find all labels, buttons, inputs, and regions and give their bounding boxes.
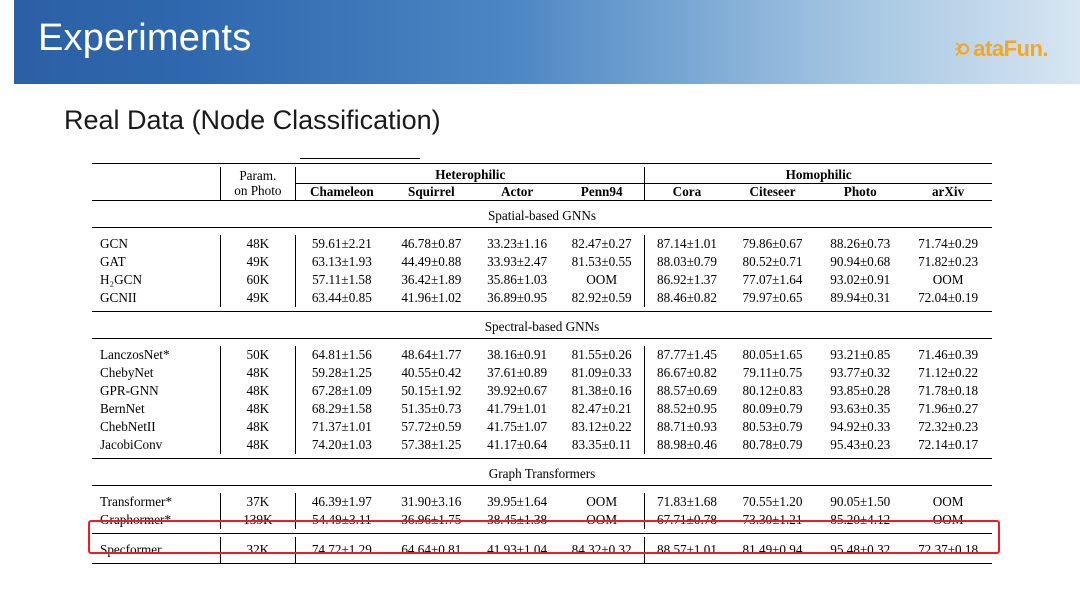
row-value: 81.49±0.94 <box>742 541 803 557</box>
row-param-count: 48K <box>220 382 296 400</box>
row-value: 90.94±0.68 <box>830 254 891 269</box>
column-header-squirrel: Squirrel <box>387 184 475 201</box>
group-header-homophilic: Homophilic <box>645 167 992 184</box>
table-row <box>92 400 992 418</box>
table-row <box>92 436 992 454</box>
row-value: 93.85±0.28 <box>830 383 891 398</box>
row-value: 72.37±0.18 <box>918 541 979 557</box>
row-value: 36.96±1.75 <box>401 512 462 527</box>
table-row <box>92 253 992 271</box>
row-value: 41.96±1.02 <box>401 290 462 305</box>
row-value: 77.07±1.64 <box>742 272 803 287</box>
row-value: 64.81±1.56 <box>296 346 388 364</box>
row-value: 72.32±0.23 <box>918 419 979 434</box>
row-value: 84.32±0.32 <box>571 541 632 557</box>
row-value: 63.44±0.85 <box>296 289 388 307</box>
row-value: 80.53±0.79 <box>742 419 803 434</box>
row-model-name: ChebNetII <box>100 419 156 434</box>
row-value: 88.57±1.01 <box>645 537 729 563</box>
datafun-logo <box>955 36 1048 62</box>
param-header-line2: on Photo <box>234 182 282 198</box>
row-value: 80.05±1.65 <box>742 347 803 362</box>
row-param-count: 32K <box>220 537 296 563</box>
row-value: 38.16±0.91 <box>487 347 548 362</box>
row-value: 87.77±1.45 <box>645 346 729 364</box>
row-param-count: 37K <box>220 493 296 511</box>
column-header-actor: Actor <box>475 184 559 201</box>
row-value: 81.53±0.55 <box>571 254 632 269</box>
row-model-name: GCNII <box>100 290 137 305</box>
row-value: 87.14±1.01 <box>645 235 729 253</box>
row-value: 95.43±0.23 <box>830 437 891 452</box>
section-title: Real Data (Node Classification) <box>64 105 441 135</box>
row-param-count: 48K <box>220 418 296 436</box>
row-value: 82.47±0.21 <box>571 401 632 416</box>
row-value: 86.67±0.82 <box>645 364 729 382</box>
row-value: 46.78±0.87 <box>401 236 462 251</box>
row-value: 33.23±1.16 <box>487 236 548 251</box>
row-value: 93.02±0.91 <box>830 272 891 287</box>
row-value: 64.64±0.81 <box>401 541 462 557</box>
row-value: 44.49±0.88 <box>401 254 462 269</box>
table-rule <box>92 563 992 567</box>
slide-header <box>0 0 1080 84</box>
row-value: 71.96±0.27 <box>918 401 979 416</box>
row-model-name: GAT <box>100 254 126 269</box>
row-value: 68.29±1.58 <box>296 400 388 418</box>
row-value: 71.46±0.39 <box>918 347 979 362</box>
page-title: Experiments <box>38 17 252 59</box>
row-value: 41.75±1.07 <box>487 419 548 434</box>
row-value: 86.92±1.37 <box>645 271 729 289</box>
table-row <box>92 493 992 511</box>
row-value: OOM <box>932 494 964 509</box>
row-value: 79.86±0.67 <box>742 236 803 251</box>
row-value: 82.92±0.59 <box>571 290 632 305</box>
section-label: Graph Transformers <box>488 466 596 481</box>
param-column-header <box>220 167 296 201</box>
table-row <box>92 418 992 436</box>
row-value: 80.78±0.79 <box>742 437 803 452</box>
group-header-heterophilic: Heterophilic <box>296 167 645 184</box>
row-value: 88.26±0.73 <box>830 236 891 251</box>
row-value: 89.94±0.31 <box>830 290 891 305</box>
row-value: 36.42±1.89 <box>401 272 462 287</box>
row-value: 63.13±1.93 <box>296 253 388 271</box>
row-value: 50.15±1.92 <box>401 383 462 398</box>
row-value: 48.64±1.77 <box>401 347 462 362</box>
row-param-count: 49K <box>220 289 296 307</box>
row-value: 70.55±1.20 <box>742 494 803 509</box>
table-row <box>92 271 992 289</box>
row-value: 83.12±0.22 <box>571 419 632 434</box>
table-section-label-row <box>92 462 992 486</box>
row-value: 54.49±3.11 <box>296 511 388 529</box>
table-row <box>92 235 992 253</box>
row-model-name: H₂GCN <box>100 272 142 287</box>
row-value: 88.46±0.82 <box>645 289 729 307</box>
row-value: 33.93±2.47 <box>487 254 548 269</box>
row-value: 85.20±4.12 <box>830 512 891 527</box>
row-value: 41.17±0.64 <box>487 437 548 452</box>
row-value: 41.79±1.01 <box>487 401 548 416</box>
row-value: 36.89±0.95 <box>487 290 548 305</box>
row-value: 88.71±0.93 <box>645 418 729 436</box>
row-value: 80.09±0.79 <box>742 401 803 416</box>
param-header-line1: Param. <box>239 168 277 184</box>
row-value: 74.20±1.03 <box>296 436 388 454</box>
row-value: 88.52±0.95 <box>645 400 729 418</box>
row-value: 39.95±1.64 <box>487 494 548 509</box>
row-value: 83.35±0.11 <box>571 437 632 452</box>
row-value: 88.57±0.69 <box>645 382 729 400</box>
row-param-count: 60K <box>220 271 296 289</box>
row-value: 51.35±0.73 <box>401 401 462 416</box>
row-value: OOM <box>586 494 618 509</box>
row-model-name: JacobiConv <box>100 437 163 452</box>
row-model-name: Graphormer* <box>100 512 172 527</box>
row-value: 80.52±0.71 <box>742 254 803 269</box>
row-value: 67.71±0.78 <box>645 511 729 529</box>
table-row-highlighted <box>92 537 992 563</box>
row-value: 94.92±0.33 <box>830 419 891 434</box>
row-value: 37.61±0.89 <box>487 365 548 380</box>
row-value: 88.98±0.46 <box>645 436 729 454</box>
row-value: 80.12±0.83 <box>742 383 803 398</box>
row-param-count: 48K <box>220 235 296 253</box>
table-group-header-row <box>92 167 992 184</box>
row-value: 40.55±0.42 <box>401 365 462 380</box>
table-row <box>92 289 992 307</box>
row-value: 71.74±0.29 <box>918 236 979 251</box>
row-param-count: 48K <box>220 364 296 382</box>
row-param-count: 49K <box>220 253 296 271</box>
row-value: 57.38±1.25 <box>401 437 462 452</box>
row-model-name: Specformer <box>100 541 162 557</box>
row-value: 31.90±3.16 <box>401 494 462 509</box>
row-value: 46.39±1.97 <box>296 493 388 511</box>
row-value: 35.86±1.03 <box>487 272 548 287</box>
section-label: Spectral-based GNNs <box>484 319 600 334</box>
row-param-count: 48K <box>220 400 296 418</box>
row-value: 57.11±1.58 <box>296 271 388 289</box>
table-top-tick <box>300 158 420 159</box>
row-value: 93.63±0.35 <box>830 401 891 416</box>
datafun-logo-text: ataFun. <box>973 36 1048 61</box>
row-value: 90.05±1.50 <box>830 494 891 509</box>
row-value: 72.04±0.19 <box>918 290 979 305</box>
column-header-arxiv: arXiv <box>904 184 992 201</box>
row-value: 73.30±1.21 <box>742 512 803 527</box>
row-value: 88.03±0.79 <box>645 253 729 271</box>
row-value: 59.28±1.25 <box>296 364 388 382</box>
results-table <box>92 163 992 567</box>
row-param-count: 48K <box>220 436 296 454</box>
row-value: 71.12±0.22 <box>918 365 979 380</box>
table-row <box>92 382 992 400</box>
row-value: OOM <box>586 272 618 287</box>
row-value: 67.28±1.09 <box>296 382 388 400</box>
row-model-name: Transformer* <box>100 494 173 509</box>
row-value: 74.72±1.29 <box>296 537 388 563</box>
column-header-photo: Photo <box>816 184 904 201</box>
row-value: 59.61±2.21 <box>296 235 388 253</box>
row-value: 41.93±1.04 <box>487 541 548 557</box>
row-value: 71.78±0.18 <box>918 383 979 398</box>
row-value: 72.14±0.17 <box>918 437 979 452</box>
row-model-name: GPR-GNN <box>100 383 159 398</box>
row-value: OOM <box>586 512 618 527</box>
row-value: 81.38±0.16 <box>571 383 632 398</box>
row-model-name: LanczosNet* <box>100 347 170 362</box>
datafun-logo-icon <box>955 40 972 58</box>
row-value: 82.47±0.27 <box>571 236 632 251</box>
row-value: 93.21±0.85 <box>830 347 891 362</box>
row-model-name: ChebyNet <box>100 365 154 380</box>
row-value: 39.92±0.67 <box>487 383 548 398</box>
header-left-accent <box>0 0 14 84</box>
column-header-citeseer: Citeseer <box>729 184 817 201</box>
row-value: 81.09±0.33 <box>571 365 632 380</box>
row-value: 81.55±0.26 <box>571 347 632 362</box>
row-value: 79.11±0.75 <box>742 365 803 380</box>
row-value: 71.37±1.01 <box>296 418 388 436</box>
row-value: 57.72±0.59 <box>401 419 462 434</box>
table-row <box>92 364 992 382</box>
table-section-label-row <box>92 315 992 339</box>
row-value: 93.77±0.32 <box>830 365 891 380</box>
column-header-chameleon: Chameleon <box>296 184 388 201</box>
row-model-name: BernNet <box>100 401 145 416</box>
row-model-name: GCN <box>100 236 128 251</box>
table-row <box>92 346 992 364</box>
row-value: OOM <box>932 512 964 527</box>
table-row <box>92 511 992 529</box>
row-value: 79.97±0.65 <box>742 290 803 305</box>
row-value: 38.45±1.38 <box>487 512 548 527</box>
row-param-count: 139K <box>220 511 296 529</box>
column-header-cora: Cora <box>645 184 729 201</box>
row-value: 95.48±0.32 <box>830 541 891 557</box>
row-param-count: 50K <box>220 346 296 364</box>
results-table-wrap <box>92 163 992 567</box>
row-value: 71.82±0.23 <box>918 254 979 269</box>
section-label: Spatial-based GNNs <box>487 208 597 223</box>
table-section-label-row <box>92 204 992 228</box>
row-value: 71.83±1.68 <box>645 493 729 511</box>
row-value: OOM <box>932 272 964 287</box>
column-header-penn94: Penn94 <box>559 184 645 201</box>
